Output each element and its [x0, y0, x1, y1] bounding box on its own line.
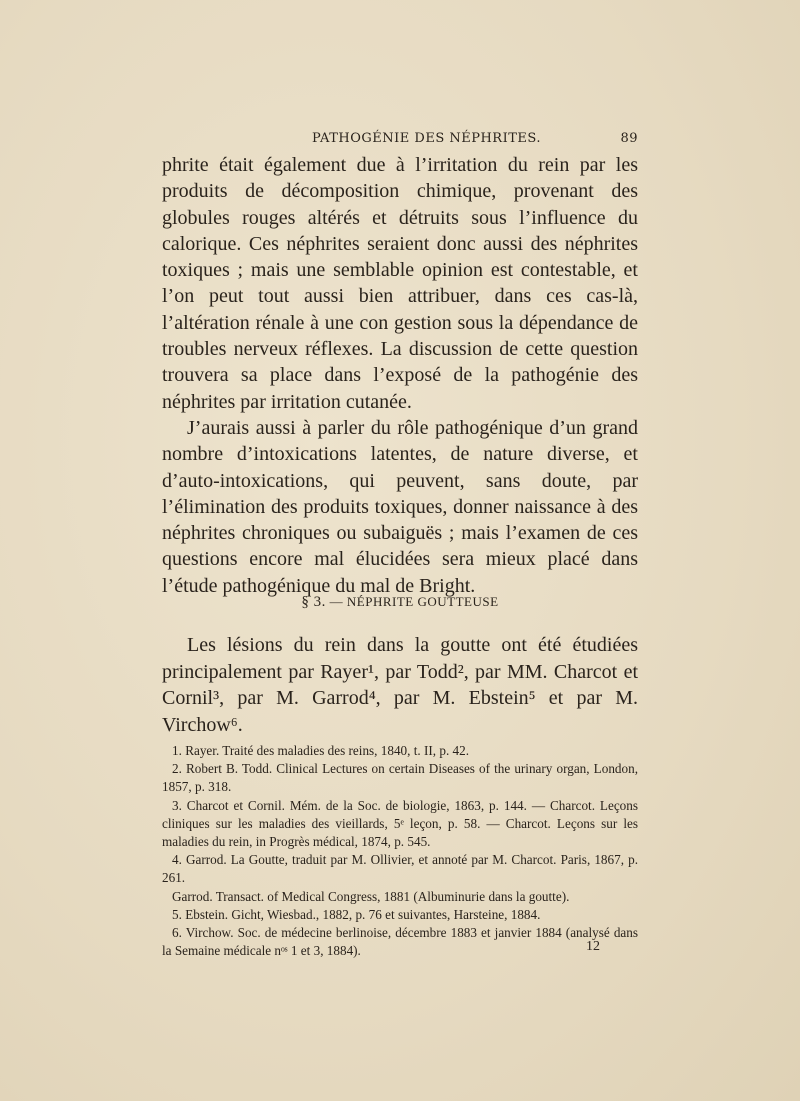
- running-title: PATHOGÉNIE DES NÉPHRITES.: [312, 131, 541, 146]
- paragraph-intoxications: J’aurais aussi à parler du rôle pathogénique d’un grand nombre d’intoxications latentes, de nature diverse, et d’auto-intoxications, qui peuvent, sans doute, par l’élimination des produits toxiques, donner naissance à des néphrites chroniques ou subaiguës ; mais l’examen de ces questions encore mal élucidées sera mieux placé dans l’étude pathogénique du mal de Bright.: [162, 416, 638, 597]
- footnote-3: 3. Charcot et Cornil. Mém. de la Soc. de biologie, 1863, p. 144. — Charcot. Leçons cliniques sur les maladies des vieillards, 5ᵉ leçon, p. 58. — Charcot. Leçons sur les maladies du rein, in Progrès médical, 1874, p. 545.: [162, 797, 638, 850]
- signature-mark: 12: [586, 939, 600, 954]
- footnote-2: 2. Robert B. Todd. Clinical Lectures on certain Diseases of the urinary organ, London, 1857, p. 318.: [162, 761, 638, 795]
- section-paragraph: Les lésions du rein dans la goutte ont été étudiées principalement par Rayer¹, par Todd², par MM. Charcot et Cornil³, par M. Garrod⁴, par M. Ebstein⁵ et par M. Virchow⁶.: [162, 634, 638, 736]
- body-text: [162, 152, 638, 599]
- section-heading: [162, 594, 638, 611]
- footnote-1: 1. Rayer. Traité des maladies des reins, 1840, t. II, p. 42.: [172, 743, 470, 758]
- running-header: [162, 131, 638, 151]
- footnotes: [162, 742, 638, 960]
- footnote-5: 5. Ebstein. Gicht, Wiesbad., 1882, p. 76 et suivantes, Harsteine, 1884.: [172, 906, 541, 922]
- page-number: 89: [620, 131, 638, 146]
- section-symbol: § 3.: [301, 594, 326, 610]
- footnote-4: 4. Garrod. La Goutte, traduit par M. Ollivier, et annoté par M. Charcot. Paris, 1867, p. 261.: [162, 852, 638, 886]
- section-text: [162, 632, 638, 738]
- paragraph-continuation: phrite était également due à l’irritation du rein par les produits de décomposition chimique, provenant des globules rouges altérés et détruits sous l’influence du calorique. Ces néphrites seraient donc aussi des néphrites toxiques ; mais une semblable opinion est contestable, et l’on peut tout aussi bien attribuer, dans ces cas-là, l’altération rénale à une con gestion sous la dépendance de troubles nerveux réflexes. La discussion de cette question trouvera sa place dans l’exposé de la pathogénie des néphrites par irritation cutanée.: [162, 154, 638, 413]
- section-title: — NÉPHRITE GOUTTEUSE: [329, 594, 499, 609]
- footnote-6: 6. Virchow. Soc. de médecine berlinoise, décembre 1883 et janvier 1884 (analysé dans la Semaine médicale nᵒˢ 1 et 3, 1884).: [162, 925, 638, 959]
- footnote-4-continued: Garrod. Transact. of Medical Congress, 1881 (Albuminurie dans la goutte).: [172, 888, 570, 904]
